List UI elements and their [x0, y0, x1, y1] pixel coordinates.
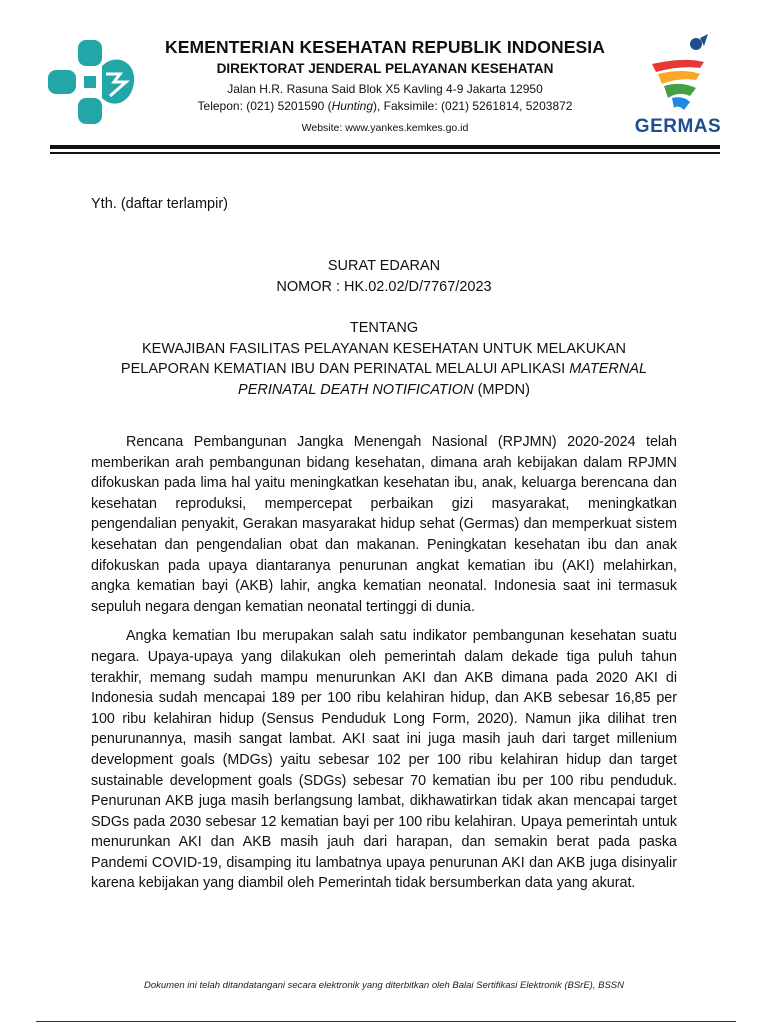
- footer-rule: [36, 1021, 736, 1022]
- tentang-label: TENTANG: [349, 320, 419, 336]
- letterhead-text: [140, 36, 630, 136]
- circular-title: SURAT EDARAN: [327, 258, 441, 274]
- letterhead-rule-thick: [50, 145, 720, 149]
- subject-line-3-text: (MPDN): [473, 381, 530, 398]
- kemenkes-logo-icon: [44, 36, 138, 130]
- subject-line-3: [60, 380, 708, 401]
- subject-line-3-italic: PERINATAL DEATH NOTIFICATION: [238, 381, 474, 398]
- body-paragraph-2: Angka kematian Ibu merupakan salah satu indikator pembangunan kesehatan suatu negara. Upaya-upaya yang dilakukan oleh pemerintah dalam dekade tiga puluh tahun terakhir, memang sudah mampu menurunkan AKI dan AKB dimana pada 2020 AKI di Indonesia sudah mencapai 189 per 100 ribu kelahiran hidup, dan AKB sebesar 16,85 per 100 ribu kelahiran hidup (Sensus Penduduk Long Form, 2020). Namun jika dilihat tren penurunannya, masih sangat lambat. AKI saat ini juga masih jauh dari target millenium development goals (MDGs) yaitu sebesar 102 per 100 ribu kelahiran hidup dan target sustainable development goals (SDGs) sebesar 70 kematian ibu per 100 ribu penduduk. Penurunan AKB juga masih berlangsung lambat, dikhawatirkan tidak akan mencapai target SDGs pada 2030 sebesar 12 kematian bayi per 100 ribu kelahiran. Upaya pemerintah untuk menurunkan AKI dan AKB masih jauh dari harapan, dan semakin berat pada paska Pandemi COVID-19, disamping itu lambatnya upaya penurunan AKI dan AKB juga disinyalir karena kebijakan yang diambil oleh Pemerintah tidak bersumberkan data yang akurat.: [91, 628, 677, 892]
- contact-phone: [140, 98, 630, 115]
- subject-line-2-italic: MATERNAL: [569, 361, 648, 377]
- phone-suffix: ), Faksimile: (021) 5261814, 5203872: [373, 99, 573, 113]
- ministry-name: KEMENTERIAN KESEHATAN REPUBLIK INDONESIA: [165, 37, 605, 57]
- letter-body: [91, 432, 677, 903]
- body-paragraph-1: Rencana Pembangunan Jangka Menengah Nasional (RPJMN) 2020-2024 telah memberikan arah pembangunan bidang kesehatan, dimana arah kebijakan dalam RPJMN difokuskan pada lima hal yaitu meningkatkan kesehatan ibu, anak, keluarga berencana dan kesehatan reproduksi, mempercepat perbaikan gizi masyarakat, meningkatkan pengendalian penyakit, Gerakan masyarakat hidup sehat (Germas) dan memperkuat sistem kesehatan dan pengendalian obat dan makanan. Peningkatan kesehatan ibu dan anak difokuskan pada upaya diantaranya penurunan angkat kematian ibu (AKI) melahirkan, angka kematian bayi (AKB) lahir, angka kematian neonatal. Indonesia saat ini termasuk sepuluh negara dengan kematian neonatal tertinggi di dunia.: [91, 434, 677, 615]
- circular-number: NOMOR : HK.02.02/D/7767/2023: [276, 278, 492, 295]
- letterhead-rule-thin: [50, 152, 720, 154]
- recipient-line: Yth. (daftar terlampir): [91, 196, 228, 212]
- website: Website: www.yankes.kemkes.go.id: [301, 122, 469, 134]
- circular-heading: [60, 256, 708, 297]
- office-address: Jalan H.R. Rasuna Said Blok X5 Kavling 4-9 Jakarta 12950: [227, 82, 543, 96]
- phone-prefix: Telepon: (021) 5201590 (: [197, 99, 332, 113]
- esign-footer-note: Dokumen ini telah ditandatangani secara elektronik yang diterbitkan oleh Balai Sertifikasi Elektronik (BSrE), BSSN: [144, 980, 624, 991]
- germas-logo: [630, 34, 726, 138]
- germas-wordmark: GERMAS: [634, 116, 722, 137]
- letterhead: [0, 0, 768, 160]
- phone-hunting: Hunting: [331, 99, 374, 113]
- subject-line-1: KEWAJIBAN FASILITAS PELAYANAN KESEHATAN UNTUK MELAKUKAN: [142, 340, 626, 357]
- subject-line-2: [60, 359, 708, 380]
- subject-line-2-text: PELAPORAN KEMATIAN IBU DAN PERINATAL MELALUI APLIKASI: [120, 361, 570, 377]
- germas-figure-icon: [630, 34, 726, 114]
- directorate-name: DIREKTORAT JENDERAL PELAYANAN KESEHATAN: [216, 61, 554, 76]
- circular-subject: [60, 318, 708, 400]
